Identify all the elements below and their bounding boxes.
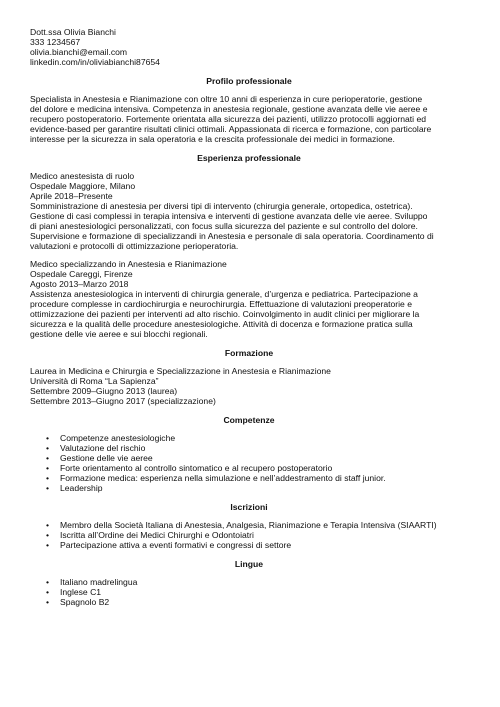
profile-line: recupero postoperatorio. Fortemente orientata alla sicurezza dei pazienti, utilizzo protocolli aggiornati ed bbox=[30, 114, 427, 124]
job-description-line: ottimizzazione dei pazienti per interventi ad alto rischio. Coinvolgimento in audit clinici per migliorare la bbox=[30, 309, 420, 319]
list-item bbox=[30, 530, 468, 540]
section-skills bbox=[30, 415, 468, 493]
section-memberships bbox=[30, 502, 468, 550]
job-description-line: Assistenza anestesiologica in interventi di chirurgia generale, d’urgenza e pediatrica. Partecipazione a bbox=[30, 289, 418, 299]
job-description-line: procedure complesse in cardiochirurgia e neurochirurgia. Effettuazione di valutazioni preoperatorie e bbox=[30, 299, 413, 309]
education-dates-specialization: Settembre 2013–Giugno 2017 (specializzazione) bbox=[30, 396, 216, 406]
cv-document bbox=[30, 27, 468, 607]
skill-text: Valutazione del rischio bbox=[60, 443, 146, 453]
contact-email: olivia.bianchi@email.com bbox=[30, 47, 128, 57]
section-heading: Profilo professionale bbox=[206, 76, 292, 86]
contact-phone: 333 1234567 bbox=[30, 37, 81, 47]
bullet-icon: • bbox=[46, 540, 50, 550]
list-item bbox=[30, 540, 468, 550]
job-dates: Agosto 2013–Marzo 2018 bbox=[30, 279, 129, 289]
section-languages bbox=[30, 559, 468, 607]
job-description-line: Somministrazione di anestesia per diversi tipi di intervento (chirurgia generale, ortopedica, ostetrica). bbox=[30, 201, 413, 211]
language-text: Spagnolo B2 bbox=[60, 597, 110, 607]
section-education bbox=[30, 348, 468, 406]
job-description-line: di piani anestesiologici personalizzati, con focus sulla sicurezza del paziente e sul controllo del dolore. bbox=[30, 221, 418, 231]
skill-text: Competenze anestesiologiche bbox=[60, 433, 176, 443]
job-description-line: Gestione di casi complessi in terapia intensiva e interventi di gestione avanzata delle vie aeree. Sviluppo bbox=[30, 211, 428, 221]
contact-block bbox=[30, 27, 468, 67]
list-item bbox=[30, 520, 468, 530]
bullet-icon: • bbox=[46, 483, 50, 493]
job-dates: Aprile 2018–Presente bbox=[30, 191, 113, 201]
bullet-icon: • bbox=[46, 443, 50, 453]
section-heading: Competenze bbox=[223, 415, 275, 425]
job-description-line: Supervisione e formazione di specializzandi in Anestesia e personale di sala operatoria. Coordinamento di bbox=[30, 231, 434, 241]
education-dates-degree: Settembre 2009–Giugno 2013 (laurea) bbox=[30, 386, 178, 396]
job-title: Medico anestesista di ruolo bbox=[30, 171, 135, 181]
skill-text: Leadership bbox=[60, 483, 103, 493]
list-item bbox=[30, 587, 468, 597]
list-item bbox=[30, 443, 468, 453]
job-place: Ospedale Maggiore, Milano bbox=[30, 181, 136, 191]
job-entry bbox=[30, 171, 468, 251]
profile-line: Specialista in Anestesia e Rianimazione con oltre 10 anni di esperienza in cure perioperatorie, gestione bbox=[30, 94, 423, 104]
membership-text: Membro della Società Italiana di Anestesia, Analgesia, Rianimazione e Terapia Intensiva (SIAARTI) bbox=[60, 520, 437, 530]
bullet-icon: • bbox=[46, 597, 50, 607]
section-heading: Formazione bbox=[224, 348, 274, 358]
section-heading: Esperienza professionale bbox=[197, 153, 301, 163]
bullet-icon: • bbox=[46, 453, 50, 463]
list-item bbox=[30, 483, 468, 493]
section-heading: Iscrizioni bbox=[230, 502, 268, 512]
section-profile bbox=[30, 76, 468, 144]
list-item bbox=[30, 577, 468, 587]
profile-line: interesse per la sicurezza in sala operatoria e la crescita professionale dei medici in formazione. bbox=[30, 134, 395, 144]
membership-text: Partecipazione attiva a eventi formativi e congressi di settore bbox=[60, 540, 292, 550]
bullet-icon: • bbox=[46, 520, 50, 530]
section-experience bbox=[30, 153, 468, 339]
skill-text: Gestione delle vie aeree bbox=[60, 453, 153, 463]
contact-linkedin: linkedin.com/in/oliviabianchi87654 bbox=[30, 57, 160, 67]
list-item bbox=[30, 597, 468, 607]
memberships-list bbox=[30, 520, 468, 550]
job-entry bbox=[30, 259, 468, 339]
list-item bbox=[30, 473, 468, 483]
job-description-line: sicurezza e la qualità delle procedure anestesiologiche. Attività di docenza e formazione pratica sulla bbox=[30, 319, 413, 329]
bullet-icon: • bbox=[46, 587, 50, 597]
job-description-line: valutazioni e protocolli di ottimizzazione perioperatoria. bbox=[30, 241, 239, 251]
education-degree: Laurea in Medicina e Chirurgia e Specializzazione in Anestesia e Rianimazione bbox=[30, 366, 331, 376]
section-heading: Lingue bbox=[234, 559, 264, 569]
education-university: Università di Roma “La Sapienza” bbox=[30, 376, 159, 386]
skill-text: Forte orientamento al controllo sintomatico e al recupero postoperatorio bbox=[60, 463, 333, 473]
profile-line: del dolore e medicina intensiva. Competenza in anestesia regionale, gestione avanzata delle vie aeree e bbox=[30, 104, 428, 114]
profile-line: evidence-based per garantire risultati clinici ottimali. Appassionata di ricerca e formazione, con particolare bbox=[30, 124, 432, 134]
bullet-icon: • bbox=[46, 530, 50, 540]
skill-text: Formazione medica: esperienza nella simulazione e nell’addestramento di staff junior. bbox=[60, 473, 386, 483]
languages-list bbox=[30, 577, 468, 607]
language-text: Inglese C1 bbox=[60, 587, 102, 597]
list-item bbox=[30, 463, 468, 473]
language-text: Italiano madrelingua bbox=[60, 577, 138, 587]
job-place: Ospedale Careggi, Firenze bbox=[30, 269, 133, 279]
job-title: Medico specializzando in Anestesia e Rianimazione bbox=[30, 259, 227, 269]
bullet-icon: • bbox=[46, 463, 50, 473]
skills-list bbox=[30, 433, 468, 493]
bullet-icon: • bbox=[46, 577, 50, 587]
membership-text: Iscritta all’Ordine dei Medici Chirurghi e Odontoiatri bbox=[60, 530, 254, 540]
contact-name: Dott.ssa Olivia Bianchi bbox=[30, 27, 116, 37]
bullet-icon: • bbox=[46, 433, 50, 443]
list-item bbox=[30, 453, 468, 463]
list-item bbox=[30, 433, 468, 443]
bullet-icon: • bbox=[46, 473, 50, 483]
job-description-line: gestione delle vie aeree e sui blocchi regionali. bbox=[30, 329, 208, 339]
